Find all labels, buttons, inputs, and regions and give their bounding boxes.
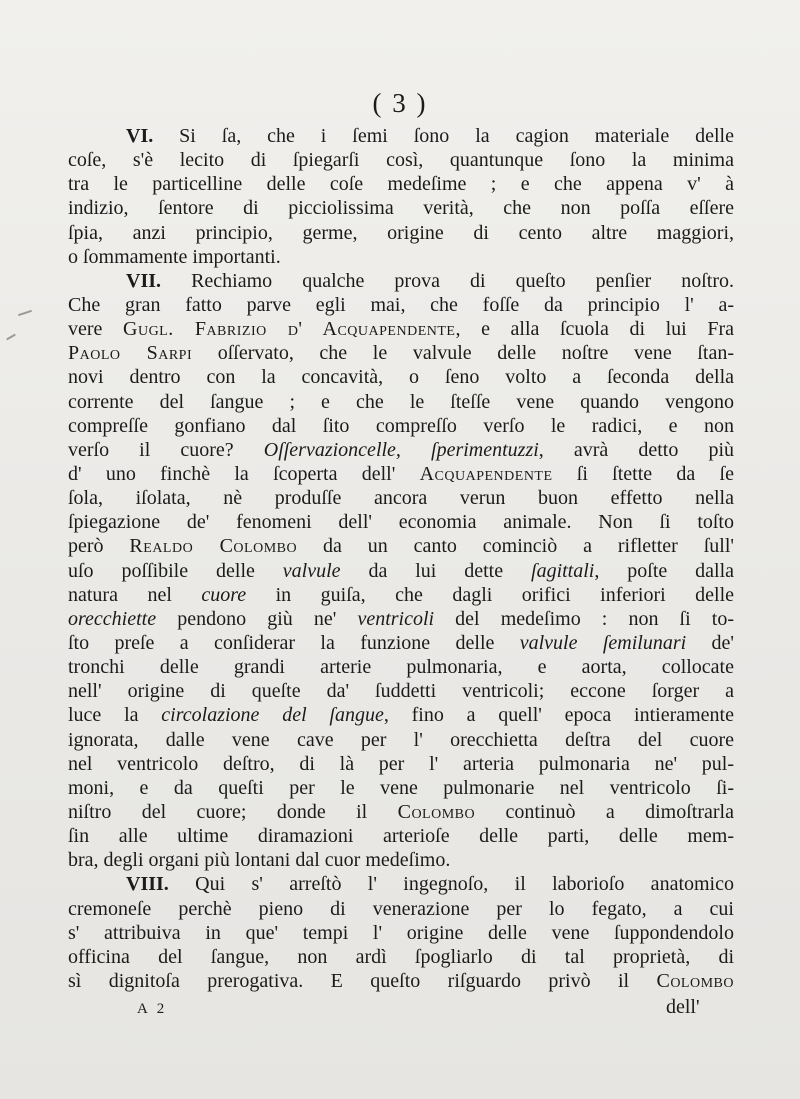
text-line [68, 317, 734, 341]
text-run: o ſommamente importanti. [68, 245, 281, 268]
text-line [68, 703, 734, 727]
text-line [68, 462, 734, 486]
text-run: d' uno finchè la ſcoperta dell' [68, 462, 420, 485]
text-line [68, 655, 734, 679]
text-run: ſin alle ultime diramazioni arterioſe delle parti, delle mem- [68, 825, 734, 848]
italic-term: ventricoli [357, 607, 435, 630]
text-line [68, 486, 734, 510]
italic-term: valvule [282, 559, 341, 582]
text-run: ſpia, anzi principio, germe, origine di cento altre maggiori, [68, 221, 734, 244]
proper-name: Colombo [397, 800, 476, 823]
text-run: s' attribuiva in que' tempi l' origine delle vene ſuppondendolo [68, 921, 734, 944]
text-line [68, 365, 734, 389]
text-run: nell' origine di queſte da' ſuddetti ventricoli; eccone ſorger a [68, 680, 734, 703]
text-run: novi dentro con la concavità, o ſeno volto a ſeconda della [68, 366, 734, 389]
text-run: natura nel [68, 583, 202, 606]
text-run: sì dignitoſa prerogativa. E queſto riſguardo privò il [68, 969, 657, 992]
section-number: VII. [126, 269, 162, 292]
proper-name: Gugl. Fabrizio d' Acquapendente [123, 318, 456, 341]
text-run: Rechiamo qualche prova di queſto penſier noſtro. [161, 269, 734, 292]
italic-term: orecchiette [68, 607, 157, 630]
text-run: bra, degli organi più lontani dal cuor medeſimo. [68, 849, 451, 872]
text-run: continuò a dimoſtrarla [475, 800, 734, 823]
text-line [68, 293, 734, 317]
text-line [68, 510, 734, 534]
text-run: ſola, iſolata, nè produſſe ancora verun buon effetto nella [68, 487, 734, 510]
text-run: del medeſimo : non ſi to- [434, 607, 734, 630]
text-run: , poſte dalla [594, 559, 735, 582]
body-text [68, 124, 734, 993]
text-run: ſto preſe a conſiderar la funzione delle [68, 631, 520, 654]
text-run: Qui s' arreſtò l' ingegnoſo, il laborioſo anatomico [168, 873, 734, 896]
italic-term: Oſſervazioncelle, ſperimentuzzi [263, 438, 539, 461]
text-run: indizio, ſentore di picciolissima verità, che non poſſa eſſere [68, 197, 734, 220]
text-line [68, 583, 734, 607]
text-line [68, 631, 734, 655]
text-run: de' [686, 631, 735, 654]
signature-mark: A 2 [137, 1001, 168, 1017]
text-run: , fino a quell' epoca intieramente [383, 704, 734, 727]
text-line [68, 172, 734, 196]
proper-name: Paolo Sarpi [68, 342, 193, 365]
text-line [68, 752, 734, 776]
text-line [68, 848, 734, 872]
text-run: Si ſa, che i ſemi ſono la cagion materiale delle [153, 125, 734, 147]
text-line [68, 245, 734, 269]
section-number: VI. [126, 125, 154, 147]
text-run: verſo il cuore? [68, 438, 264, 461]
text-run: , avrà detto più [538, 438, 735, 461]
text-run: corrente del ſangue ; e che le ſteſſe vene quando vengono [68, 390, 734, 413]
text-run: cremoneſe perchè pieno di venerazione per lo fegato, a cui [68, 897, 734, 920]
text-line [68, 148, 734, 172]
text-run: luce la [68, 704, 162, 727]
proper-name: Acquapendente [419, 462, 553, 485]
text-run: però [68, 535, 130, 558]
text-line [68, 872, 734, 896]
text-line [68, 438, 734, 462]
text-run: moni, e da queſti per le vene pulmonarie nel ventricolo ſi- [68, 776, 734, 799]
text-line [68, 945, 734, 969]
section-number: VIII. [126, 873, 169, 896]
text-run: compreſſe gonfiano dal ſito compreſſo verſo le radici, e non [68, 414, 734, 437]
text-line [68, 921, 734, 945]
text-run: Che gran fatto parve egli mai, che foſſe da principio l' a- [68, 293, 734, 316]
text-run: nel ventricolo deſtro, di là per l' arteria pulmonaria ne' pul- [68, 752, 734, 775]
text-line [68, 728, 734, 752]
text-run: ignorata, dalle vene cave per l' orecchietta deſtra del cuore [68, 728, 734, 751]
text-line [68, 607, 734, 631]
text-run: pendono giù ne' [156, 607, 358, 630]
text-line [68, 969, 734, 993]
text-line [68, 341, 734, 365]
catchword: dell' [666, 996, 700, 1018]
text-run: uſo poſſibile delle [68, 559, 283, 582]
text-run: ſpiegazione de' fenomeni dell' economia animale. Non ſi toſto [68, 511, 734, 534]
proper-name: Realdo Colombo [129, 535, 298, 558]
text-run: tronchi delle grandi arterie pulmonaria, e aorta, collocate [68, 656, 734, 679]
italic-term: cuore [201, 583, 247, 606]
text-line [68, 776, 734, 800]
italic-term: circolazione del ſangue [161, 704, 384, 727]
text-line [68, 897, 734, 921]
text-line [68, 196, 734, 220]
scan-mark [6, 334, 16, 341]
text-run: vere [68, 318, 124, 341]
scan-mark [18, 310, 32, 316]
text-line [68, 534, 734, 558]
text-line [68, 221, 734, 245]
text-line [68, 824, 734, 848]
text-line [68, 800, 734, 824]
text-run: , e alla ſcuola di lui Fra [455, 318, 734, 341]
text-run: oſſervato, che le valvule delle noſtre vene ſtan- [192, 342, 735, 365]
text-line [68, 559, 734, 583]
text-line [68, 414, 734, 438]
text-run: da un canto cominciò a rifletter ſull' [297, 535, 734, 558]
text-run: ſi ſtette da ſe [552, 462, 734, 485]
italic-term: ſagittali [531, 559, 595, 582]
text-run: tra le particelline delle coſe medeſime ; e che appena v' à [68, 173, 734, 196]
italic-term: valvule ſemilunari [519, 631, 687, 654]
text-line [68, 269, 734, 293]
text-run: coſe, s'è lecito di ſpiegarſi così, quantunque ſono la minima [68, 149, 734, 172]
text-line [68, 124, 734, 148]
text-line [68, 679, 734, 703]
proper-name: Colombo [656, 969, 734, 992]
page-number: ( 3 ) [372, 88, 428, 118]
text-run: officina del ſangue, non ardì ſpogliarlo di tal proprietà, di [68, 945, 734, 968]
text-run: in guiſa, che dagli orifici inferiori delle [246, 583, 735, 606]
text-run: niſtro del cuore; donde il [68, 800, 398, 823]
text-run: da lui dette [340, 559, 532, 582]
text-line [68, 390, 734, 414]
